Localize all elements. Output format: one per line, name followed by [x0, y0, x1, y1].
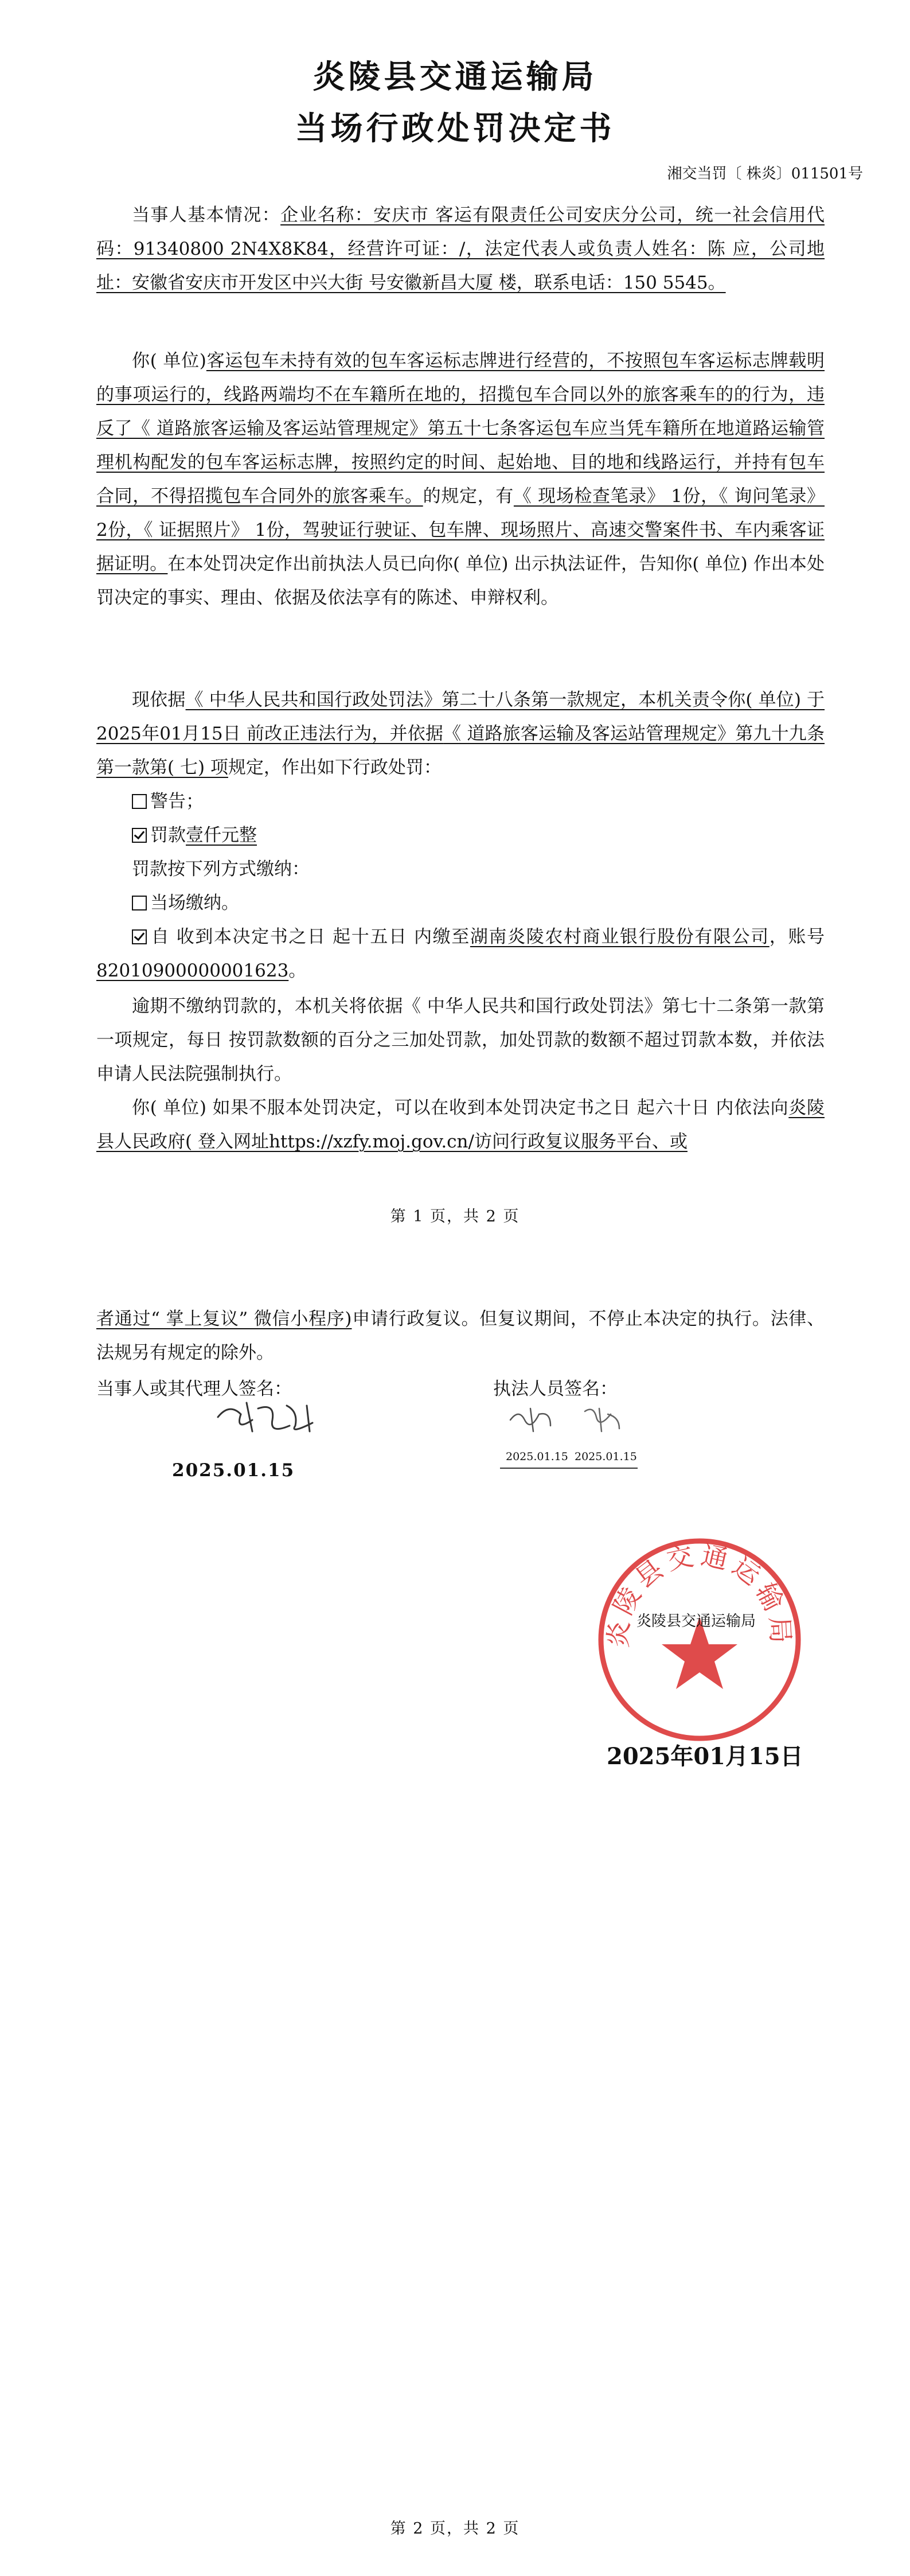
decision-conclusion: 规定，作出如下行政处罚：: [228, 757, 442, 778]
party-info-details: 企业名称：安庆市 客运有限责任公司安庆分公司，统一社会信用代码：91340800 2N4X8K84，经营许可证：/，法定代表人或负责人姓名：陈 应，公司地址：安徽省安庆市开发区中兴大街 号安徽新昌大厦 楼，联系电话：150 5545。: [96, 205, 825, 293]
official-seal: [591, 1531, 809, 1749]
facts-section: [96, 344, 825, 615]
bank-account-number: 82010900000001623: [96, 960, 289, 981]
bank-payment-checkbox[interactable]: [132, 929, 147, 944]
penalty-notice-section: [96, 990, 825, 1091]
document-title: 炎陵县交通运输局: [313, 58, 597, 96]
facts-evidence: 《 现场检查笔录》 1份，《 询问笔录》 2份，《 证据照片》 1份，驾驶证行驶证、包车牌、现场照片、高速交警案件书、车内乘客证据证明。: [96, 486, 825, 574]
party-signature-label: 当事人或其代理人签名：: [96, 1379, 292, 1399]
seal-arc-text: 炎陵县交通运输局: [602, 1539, 797, 1649]
appeal-wechat-program: 者通过“ 掌上复议” 微信小程序): [96, 1309, 352, 1329]
payment-intro: 罚款按下列方式缴纳：: [132, 859, 310, 880]
bank-payment-end: 。: [288, 960, 307, 981]
bank-payment-text: 自 收到本决定书之日 起十五日 内缴至: [150, 927, 470, 947]
account-label: ，账号: [769, 927, 825, 947]
party-info-intro: 当事人基本情况：: [132, 205, 281, 225]
decision-date: 2025年01月15日: [607, 1743, 803, 1770]
officer-signature-line: [500, 1468, 638, 1469]
appeal-section: [96, 1091, 825, 1159]
penalty-notice: 逾期不缴纳罚款的，本机关将依据《 中华人民共和国行政处罚法》第七十二条第一款第一项规定，每日 按罚款数额的百分之三加处罚款，加处罚款的数额不超过罚款本数，并依法申请人民法院强制执行。: [96, 996, 825, 1084]
page-1-footer: 第 1 页，共 2 页: [390, 1208, 520, 1225]
on-site-payment-checkbox[interactable]: [132, 896, 147, 910]
facts-notification: 在本处罚决定作出前执法人员已向你( 单位) 出示执法证件，告知你( 单位) 作出本处罚决定的事实、理由、依据及依法享有的陈述、申辩权利。: [96, 554, 825, 608]
officer-1-sign-date: 2025.01.15: [506, 1450, 568, 1463]
facts-connector: 的规定，有: [423, 486, 514, 507]
decision-basis-lead: 现依据: [132, 690, 186, 710]
appeal-government-link: 炎陵县人民政府( 登入网址https://xzfy.moj.gov.cn/访问行政复议服务平台、或: [96, 1098, 825, 1152]
warning-checkbox[interactable]: [132, 794, 147, 809]
warning-label: 警告；: [150, 791, 204, 812]
facts-violation: 客运包车未持有效的包车客运标志牌进行经营的，不按照包车客运标志牌载明的事项运行的，线路两端均不在车籍所在地的，招揽包车合同以外的旅客乘车的的行为，违反了: [96, 351, 825, 439]
fine-label: 罚款: [150, 825, 186, 846]
page-2-footer: 第 2 页，共 2 页: [390, 2520, 520, 2538]
on-site-payment-label: 当场缴纳。: [150, 893, 239, 913]
facts-regulation: 《 道路旅客运输及客运站管理规定》第五十七条客运包车应当凭车籍所在地道路运输管理机构配发的包车客运标志牌，按照约定的时间、起始地、目的地和线路运行，并持有包车合同，不得招揽包车合同外的旅客乘车。: [96, 418, 825, 507]
bank-name: 湖南炎陵农村商业银行股份有限公司: [470, 927, 770, 947]
document-number: 湘交当罚〔 株炎〕011501号: [667, 165, 863, 182]
officer-signature-label: 执法人员签名：: [493, 1379, 618, 1399]
appeal-continuation: [96, 1302, 825, 1370]
appeal-text-lead: 你( 单位) 如果不服本处罚决定，可以在收到本处罚决定书之日 起六十日 内依法向: [132, 1098, 789, 1118]
document-subtitle: 当场行政处罚决定书: [295, 110, 615, 147]
appeal-text-end: 申请行政复议。但复议期间，不停止本决定的执行。法律、法规另有规定的除外。: [96, 1309, 825, 1363]
officer-2-sign-date: 2025.01.15: [575, 1450, 637, 1463]
fine-checkbox[interactable]: [132, 828, 147, 843]
party-signature-date: 2025.01.15: [172, 1460, 295, 1481]
decision-basis-law: 《 中华人民共和国行政处罚法》第二十八条第一款规定，本机关责令你( 单位) 于2025年01月15日 前改正违法行为，并依据: [96, 690, 825, 744]
seal-center-text: 炎陵县交通运输局: [636, 1613, 756, 1630]
facts-party: 你( 单位): [132, 351, 206, 371]
decision-section: [96, 683, 825, 988]
party-signature: [206, 1394, 333, 1440]
fine-amount: 壹仟元整: [186, 825, 257, 846]
officer-signatures: [505, 1400, 636, 1440]
decision-basis-regulation: 《 道路旅客运输及客运站管理规定》第九十九条第一款第( 七) 项: [96, 723, 825, 778]
party-info-section: [96, 199, 825, 300]
